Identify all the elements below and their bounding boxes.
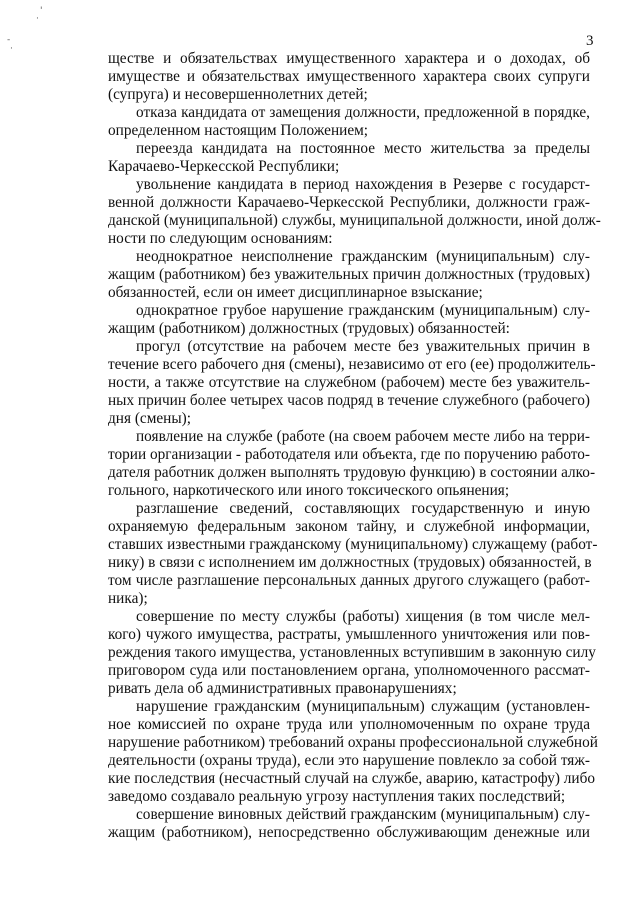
text-line: разглашение сведений, составляющих государственную и иную [136, 500, 590, 517]
text-line: однократное грубое нарушение гражданским (муниципальным) слу- [136, 302, 590, 319]
text-line: том числе разглашение персональных данных другого служащего (работ- [108, 572, 590, 589]
text-line: жащим (работником) должностных (трудовых) обязанностей: [108, 320, 510, 337]
text-line: переезда кандидата на постоянное место жительства за пределы [136, 140, 590, 157]
text-line: ных причин более четырех часов подряд в течение служебного (рабочего) [108, 392, 591, 409]
text-line: жащим (работником), непосредственно обслуживающим денежные или [108, 824, 590, 841]
text-line: ности по следующим основаниям: [108, 230, 333, 247]
text-line: совершение виновных действий гражданским (муниципальным) слу- [136, 806, 590, 823]
text-line: приговором суда или постановлением органа, уполномоченного рассмат- [108, 662, 590, 679]
text-line: дателя работник должен выполнять трудовую функцию) в состоянии алко- [108, 464, 596, 481]
text-line: кие последствия (несчастный случай на службе, аварию, катастрофу) либо [108, 770, 596, 787]
text-line: обязанностей, если он имеет дисциплинарное взыскание; [108, 284, 483, 301]
text-line: определенном настоящим Положением; [108, 122, 369, 139]
text-line: ное комиссией по охране труда или уполномоченным по охране труда [108, 716, 590, 733]
text-line: ника); [108, 590, 148, 607]
text-line: (супруга) и несовершеннолетних детей; [108, 86, 368, 103]
scan-mark: - [7, 35, 11, 45]
text-line: венной должности Карачаево-Черкесской Республики, должности граж- [108, 194, 590, 211]
text-line: реждения такого имущества, установленных вступившим в законную силу [108, 644, 596, 661]
text-line: имуществе и обязательствах имущественного характера своих супруги [108, 68, 590, 85]
text-line: жащим (работником) без уважительных причин должностных (трудовых) [108, 266, 590, 283]
text-line: кого) чужого имущества, растраты, умышленного уничтожения или пов- [108, 626, 590, 643]
text-line: прогул (отсутствие на рабочем месте без уважительных причин в [136, 338, 590, 355]
text-line: нарушение гражданским (муниципальным) служащим (установлен- [136, 698, 590, 715]
text-line: совершение по месту службы (работы) хищения (в том числе мел- [136, 608, 590, 625]
text-line: ности, а также отсутствие на служебном (рабочем) месте без уважитель- [108, 374, 590, 391]
text-line: данской (муниципальной) службы, муниципальной должности, иной долж- [108, 212, 601, 229]
text-line: тории организации - работодателя или объекта, где по поручению работо- [108, 446, 590, 463]
text-line: отказа кандидата от замещения должности, предложенной в порядке, [136, 104, 590, 121]
text-line: заведомо создавало реальную угрозу наступления таких последствий; [108, 788, 566, 805]
text-line: ривать дела об административных правонарушениях; [108, 680, 457, 697]
text-line: ставших известными гражданскому (муниципальному) служащему (работ- [108, 536, 598, 553]
text-line: течение всего рабочего дня (смены), независимо от его (ее) продолжитель- [108, 356, 596, 373]
text-line: дня (смены); [108, 410, 191, 427]
scan-mark: · [10, 44, 13, 54]
text-line: ществе и обязательствах имущественного характера и о доходах, об [108, 50, 590, 67]
scan-mark: · [36, 14, 39, 24]
text-line: увольнение кандидата в период нахождения в Резерве с государст- [136, 176, 590, 193]
text-line: нику) в связи с исполнением им должностных (трудовых) обязанностей, в [108, 554, 592, 571]
text-line: Карачаево-Черкесской Республики; [108, 158, 340, 175]
text-line: охраняемую федеральным законом тайну, и служебной информации, [108, 518, 590, 535]
text-line: деятельности (охраны труда), если это нарушение повлекло за собой тяж- [108, 752, 590, 769]
text-line: нарушение работником) требований охраны профессиональной служебной [108, 734, 598, 751]
text-line: гольного, наркотического или иного токсического опьянения; [108, 482, 510, 499]
page-number: 3 [586, 33, 594, 49]
scan-mark: ' [40, 6, 43, 16]
text-line: неоднократное неисполнение гражданским (муниципальным) слу- [136, 248, 590, 265]
text-line: появление на службе (работе (на своем рабочем месте либо на терри- [136, 428, 590, 445]
